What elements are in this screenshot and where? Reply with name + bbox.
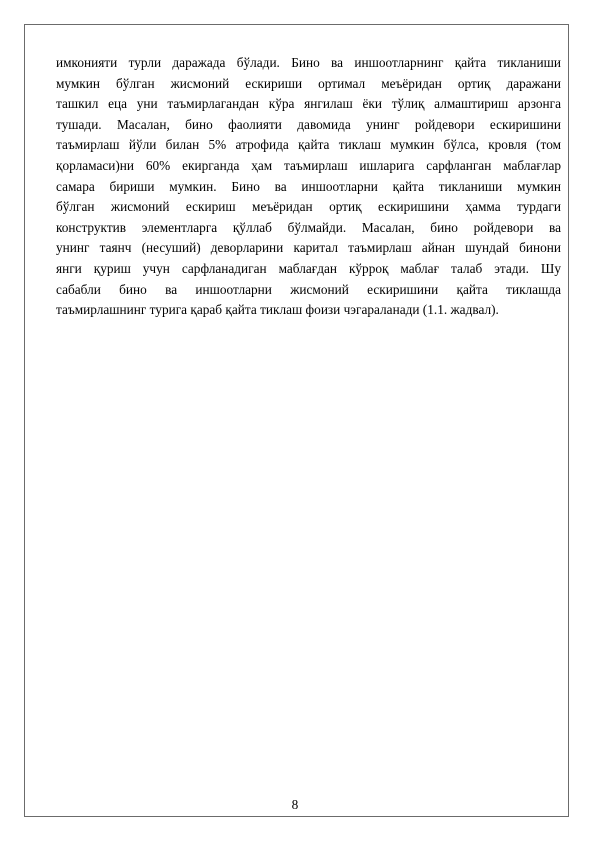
paragraph-line: таъмирлашнинг турига қараб қайта тиклаш фоизи чэгараланади (1.1. жадвал).: [56, 302, 499, 318]
paragraph-line: ташкил еца уни таъмирлагандан кўра янгилаш ёки тўлиқ алмаштириш арзонга: [56, 96, 561, 112]
paragraph-line: қорламаси)ни 60% екирганда ҳам таъмирлаш ишларига сарфланган маблағлар: [56, 157, 561, 173]
paragraph-line: имконияти турли даражада бўлади. Бино ва иншоотларнинг қайта тикланиши: [56, 55, 561, 70]
body-paragraph: [56, 53, 561, 321]
paragraph-line: сабабли бино ва иншоотларни жисмоний ескиришини қайта тиклашда: [56, 281, 561, 297]
paragraph-line: бўлган жисмоний ескириш меъёридан ортиқ ескиришини ҳамма турдаги: [56, 199, 561, 215]
paragraph-line: конструктив элементларга қўллаб бўлмайди. Масалан, бино ройдевори ва: [56, 219, 561, 235]
paragraph-line: янги қуриш учун сарфланадиган маблағдан кўрроқ маблағ талаб этади. Шу: [56, 260, 561, 276]
page-number: 8: [291, 797, 299, 812]
paragraph-line: тушади. Масалан, бино фаолияти давомида унинг ройдевори ескиришини: [56, 116, 561, 132]
paragraph-line: унинг таянч (несуший) деворларини каритал таъмирлаш айнан шундай бинони: [56, 240, 561, 256]
paragraph-line: мумкин бўлган жисмоний ескириши ортимал меъёридан ортиқ даражани: [56, 75, 561, 91]
paragraph-line: таъмирлаш йўли билан 5% атрофида қайта тиклаш мумкин бўлса, кровля (том: [56, 137, 561, 153]
paragraph-line: самара бириши мумкин. Бино ва иншоотларни қайта тикланиши мумкин: [56, 178, 561, 194]
